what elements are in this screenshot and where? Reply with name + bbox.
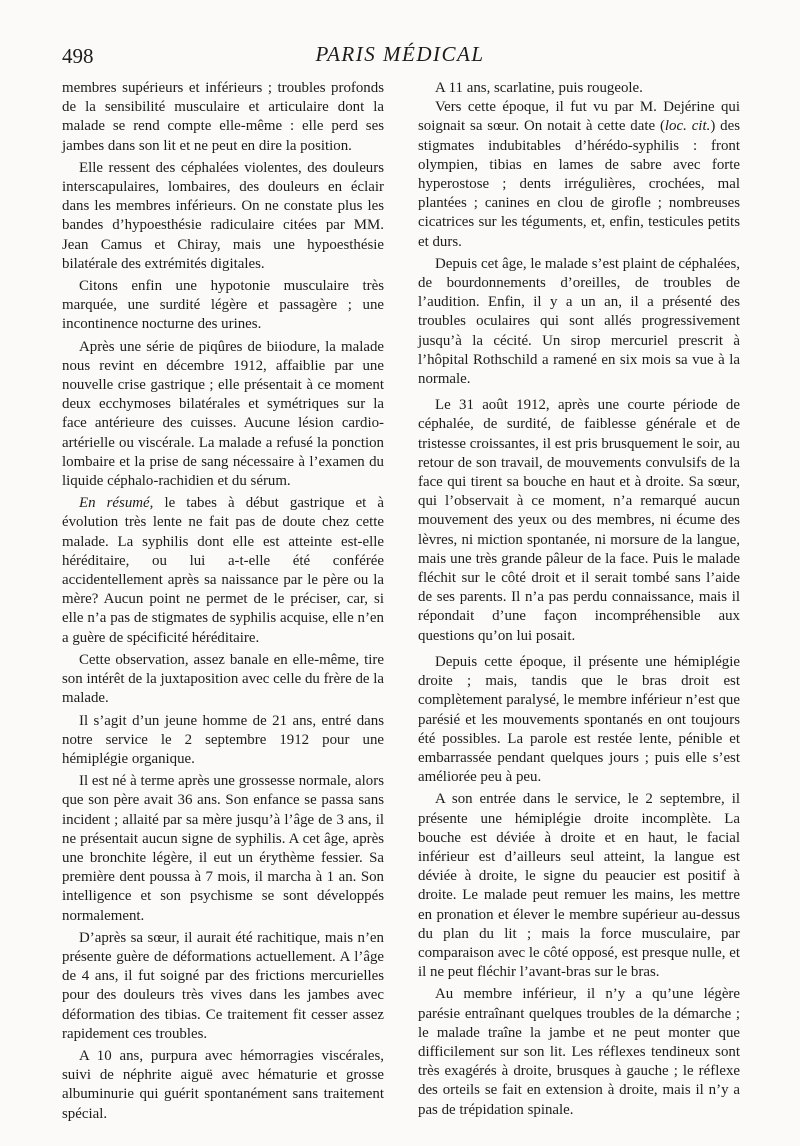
paragraph [62, 494, 384, 648]
paragraph: A 10 ans, purpura avec hémorragies viscérales, suivi de néphrite aiguë avec hématurie et grosse albuminurie qui guérit spontanément sans traitement spécial. [62, 1047, 384, 1122]
left-column [62, 79, 384, 1124]
paragraph-text: ) des stigmates indubitables d’hérédo-syphilis : front olympien, tibias en lames de sabre avec forte hyperostose ; dents irrégulières, crochées, mal plantées ; canines en clou de girofle ; nombreuses cicatrices sur les téguments, et, enfin, testicules petits et durs. [418, 118, 740, 250]
paragraph: Il s’agit d’un jeune homme de 21 ans, entré dans notre service le 2 septembre 1912 pour une hémiplégie organique. [62, 712, 384, 767]
running-title: PARIS MÉDICAL [315, 42, 485, 66]
paragraph: Depuis cet âge, le malade s’est plaint de céphalées, de bourdonnements d’oreilles, de troubles de l’audition. Enfin, il y a un an, il a présenté des troubles oculaires qui sont allés progressivement jusqu’à la cécité. Un sirop mercuriel prescrit à l’hôpital Rothschild a ramené en six mois sa vue à la normale. [418, 255, 740, 388]
paragraph: D’après sa sœur, il aurait été rachitique, mais n’en présente guère de déformations actuellement. A l’âge de 4 ans, il fut soigné par des frictions mercurielles pour des douleurs très vives dans les jambes avec déformation des tibias. Ce traitement fit cesser assez rapidement ces troubles. [62, 929, 384, 1042]
paragraph: Il est né à terme après une grossesse normale, alors que son père avait 36 ans. Son enfance se passa sans incident ; allaité par sa mère jusqu’à l’âge de 3 ans, il ne présentait aucun signe de syphilis. A cet âge, après une bronchite légère, il eut un érythème fessier. Sa première dent poussa à 7 mois, il marcha à 1 an. Son intelligence et son psychisme se sont développés normalement. [62, 773, 384, 924]
right-column [418, 79, 740, 1120]
page-header [62, 42, 738, 74]
paragraph-text: le tabes à début gastrique et à évolution très lente ne fait pas de doute chez cette malade. La syphilis dont elle est atteinte est-elle héréditaire, ou lui a-t-elle été conférée accidentellement après sa naissance par le père ou la mère? Aucun point ne permet de le préciser, car, si elle n’a pas de stigmates de syphilis acquise, elle n’en a guère de spécificité héréditaire. [62, 495, 385, 646]
paragraph: Elle ressent des céphalées violentes, des douleurs interscapulaires, lombaires, des douleurs en éclair dans les membres inférieurs. On ne constate plus les bandes d’hypoesthésie radiculaire citées par MM. Jean Camus et Chiray, mais une hypoesthésie bilatérale des extrémités digitales. [62, 159, 384, 272]
page-number: 498 [62, 44, 94, 68]
paragraph: Après une série de piqûres de biiodure, la malade nous revint en décembre 1912, affaiblie par une nouvelle crise gastrique ; elle présentait à ce moment deux ecchymoses bilatérales et symétriques sur la face antérieure des cuisses. Aucune lésion cardio-artérielle ou viscérale. La malade a refusé la ponction lombaire et la prise de sang nécessaire à l’examen du liquide céphalo-rachidien et du sérum. [62, 338, 384, 490]
paragraph: Cette observation, assez banale en elle-même, tire son intérêt de la juxtaposition avec celle du frère de la malade. [62, 651, 384, 707]
paragraph: A son entrée dans le service, le 2 septembre, il présente une hémiplégie droite incomplète. La bouche est déviée à droite et en haut, le facial inférieur est d’ailleurs seul atteint, la langue est déviée à droite, le signe du peaucier est positif à droite. Le malade peut remuer les mains, les mettre en pronation et élever le membre supérieur au-dessus du plan du lit ; mais la force musculaire, par comparaison avec le côté opposé, est presque nulle, et il ne peut fléchir l’avant-bras sur le bras. [418, 791, 740, 981]
paragraph: Au membre inférieur, il n’y a qu’une légère parésie entraînant quelques troubles de la démarche ; le malade traîne la jambe et ne peut monter que difficilement sur son lit. Les réflexes tendineux sont très exagérés à droite, brusques à gauche ; le réflexe des orteils se fait en extension à droite, mais il n’y a pas de trépidation spinale. [418, 986, 740, 1118]
paragraph-text: Vers cette époque, il fut vu par M. Dejérine qui soignait sa sœur. On notait à cette date ( [418, 99, 740, 135]
paragraph: A 11 ans, scarlatine, puis rougeole. [435, 80, 643, 96]
paragraph [418, 98, 740, 252]
paragraph: Le 31 août 1912, après une courte période de céphalée, de surdité, de faiblesse générale et de tristesse croissantes, il est pris brusquement le soir, au retour de son travail, de mouvements convulsifs de la face qui tirent sa bouche en haut et à droite. Sa sœur, qui l’observait à ce moment, n’a remarqué aucun mouvement des yeux ou des membres, ni écume des lèvres, ni miction spontanée, ni morsure de la langue, mais une très grande pâleur de la face. Puis le malade fléchit sur le côté droit et il serait tombé sans l’aide de ses parents. Il n’a pas perdu connaissance, mais il répondait d’une façon incompréhensible aux questions qu’on lui posait. [418, 397, 740, 644]
paragraph: membres supérieurs et inférieurs ; troubles profonds de la sensibilité musculaire et articulaire dont la malade se rend compte elle-même : elle perd ses jambes dans son lit et ne peut en dire la position. [62, 80, 384, 154]
italic-lead: En résumé, [79, 495, 154, 512]
paragraph: Depuis cette époque, il présente une hémiplégie droite ; mais, tandis que le bras droit est complètement paralysé, le membre inférieur n’est que parésié et les mouvements spontanés en ont toujours été possibles. La parole est restée lente, pénible et embarrassée pendant quelques jours ; puis elle s’est améliorée peu à peu. [418, 653, 740, 786]
citation: loc. cit. [664, 118, 711, 135]
paragraph: Citons enfin une hypotonie musculaire très marquée, une surdité légère et passagère ; une incontinence nocturne des urines. [62, 278, 384, 333]
